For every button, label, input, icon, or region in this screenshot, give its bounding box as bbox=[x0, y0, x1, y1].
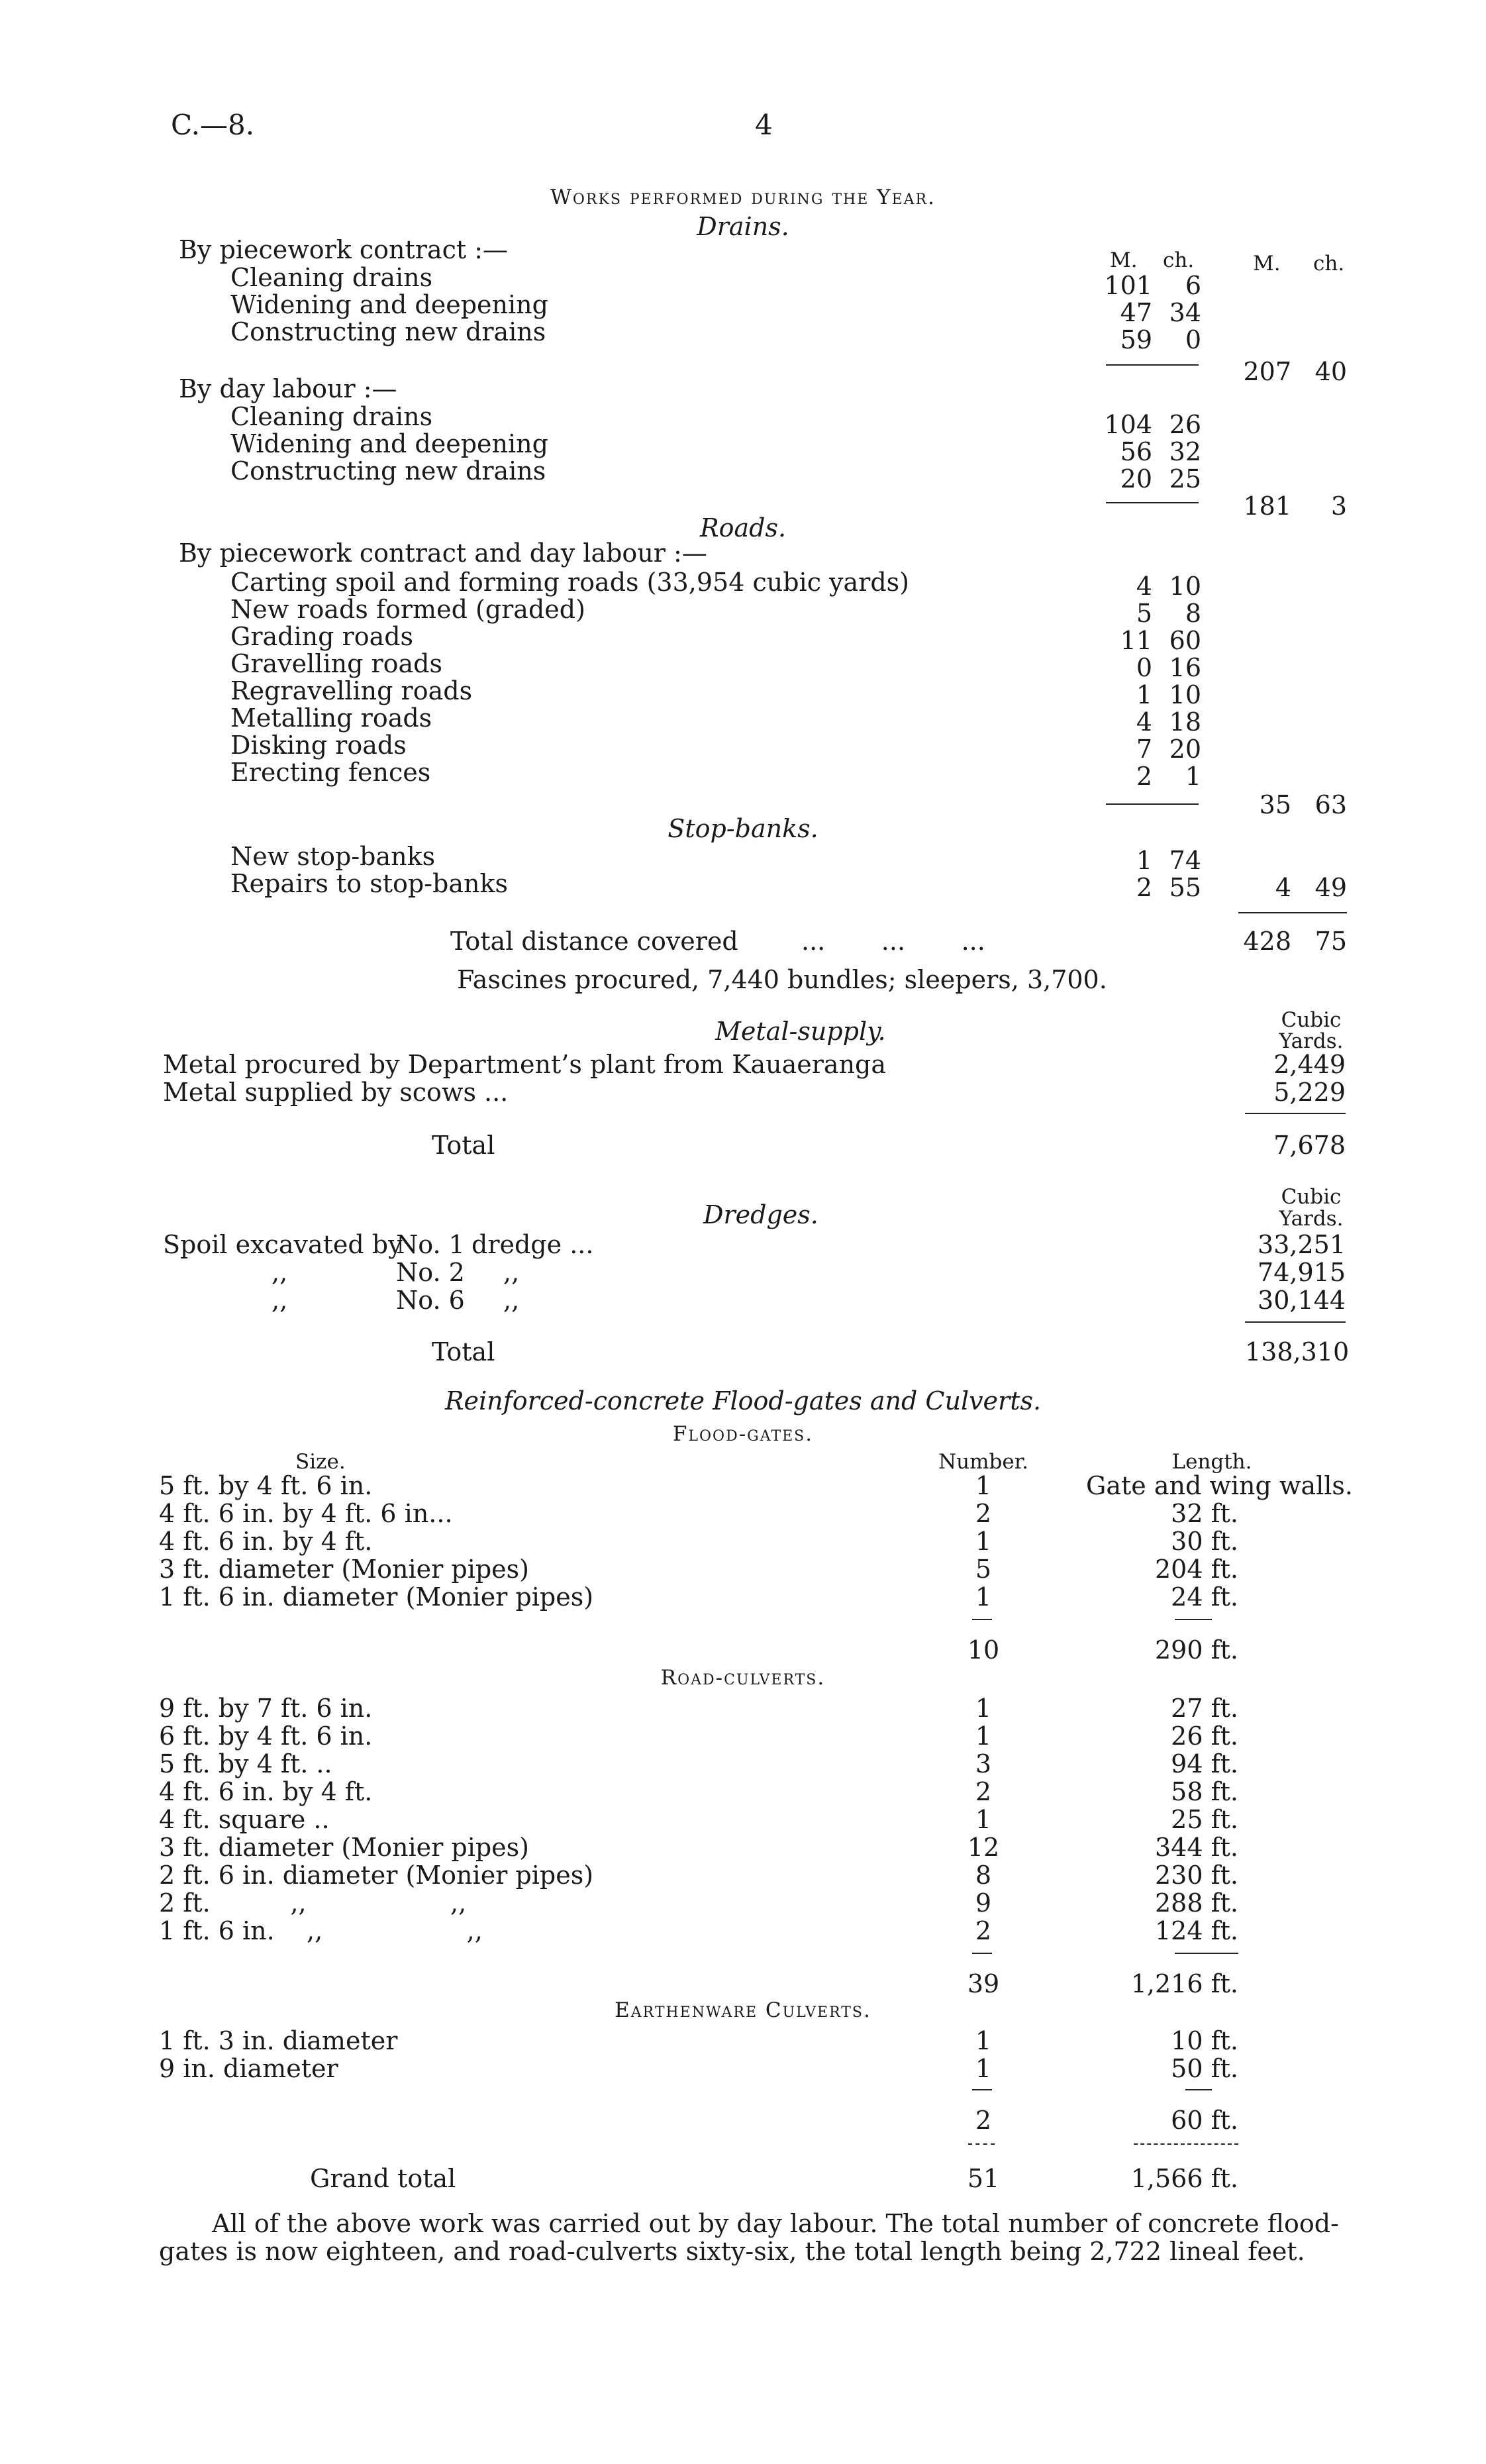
table-row-number: 2 bbox=[975, 1916, 992, 1945]
road-culverts-total-length: 1,216 ft. bbox=[1130, 1969, 1238, 1998]
table-row-number: 3 bbox=[975, 1749, 992, 1778]
table-row-number: 1 bbox=[975, 1527, 992, 1556]
floodgates-total-number: 10 bbox=[967, 1635, 1000, 1665]
dredge-row-value: 30,144 bbox=[1258, 1286, 1346, 1315]
table-row-length: 230 ft. bbox=[1154, 1861, 1238, 1890]
road-culverts-heading: Road-culverts. bbox=[660, 1666, 826, 1690]
table-row-label: Cleaning drains bbox=[230, 263, 433, 292]
table-row-size: 3 ft. diameter (Monier pipes) bbox=[159, 1833, 529, 1862]
table-row-length: 26 ft. bbox=[1171, 1721, 1238, 1751]
metal-total: 7,678 bbox=[1273, 1131, 1346, 1160]
table-row-m: 2 bbox=[1136, 873, 1152, 902]
earthenware-heading: Earthenware Culverts. bbox=[615, 1998, 871, 2022]
table-row-ch: 74 bbox=[1169, 846, 1201, 875]
rule bbox=[1106, 803, 1199, 805]
table-row-number: 1 bbox=[975, 1805, 992, 1834]
roads-heading: Roads. bbox=[699, 513, 787, 542]
rule bbox=[1175, 1953, 1238, 1954]
rule bbox=[972, 1953, 992, 1954]
table-row-m: 11 bbox=[1120, 626, 1152, 655]
table-row-label: Constructing new drains bbox=[230, 317, 546, 346]
drains-heading: Drains. bbox=[697, 212, 789, 241]
page-number: 4 bbox=[755, 109, 773, 141]
table-row-ch: 16 bbox=[1169, 653, 1201, 682]
table-row-number: 12 bbox=[967, 1833, 1000, 1862]
roads-label: By piecework contract and day labour :— bbox=[179, 539, 707, 568]
rule bbox=[1245, 1113, 1346, 1114]
table-row-number: 1 bbox=[975, 1721, 992, 1751]
table-row-ch: 25 bbox=[1169, 464, 1201, 493]
floodgates-heading: Flood-gates. bbox=[672, 1422, 814, 1446]
table-row-size: 1 ft. 3 in. diameter bbox=[159, 2026, 398, 2055]
dredge-row-prefix: ,, bbox=[272, 1286, 288, 1315]
grand-total-label: Grand total bbox=[310, 2164, 456, 2193]
rule bbox=[1175, 1619, 1212, 1620]
table-row-size: 4 ft. 6 in. by 4 ft. 6 in... bbox=[159, 1499, 453, 1528]
table-row-size: 9 ft. by 7 ft. 6 in. bbox=[159, 1694, 373, 1723]
fascines-line: Fascines procured, 7,440 bundles; sleepers, 3,700. bbox=[457, 965, 1107, 994]
dredge-row-value: 33,251 bbox=[1258, 1230, 1346, 1259]
rule bbox=[1245, 1321, 1346, 1323]
table-row-m: 4 bbox=[1136, 707, 1152, 737]
table-row-label: Regravelling roads bbox=[230, 676, 473, 705]
table-row-ch: 6 bbox=[1185, 271, 1201, 300]
table-row-m: 101 bbox=[1104, 271, 1152, 300]
table-row-length: 204 ft. bbox=[1154, 1555, 1238, 1584]
table-row-label: Widening and deepening bbox=[230, 290, 548, 319]
table-row-label: Metal procured by Department’s plant from Kauaeranga bbox=[163, 1050, 887, 1079]
drains-col-m: M. bbox=[1110, 248, 1138, 272]
roads-total-m: 35 bbox=[1259, 790, 1291, 819]
floodgates-total-length: 290 ft. bbox=[1154, 1635, 1238, 1665]
dredges-total: 138,310 bbox=[1245, 1337, 1350, 1366]
dredge-row-suffix: ,, bbox=[503, 1286, 520, 1315]
table-row-ch: 26 bbox=[1169, 410, 1201, 439]
table-row-label: Metalling roads bbox=[230, 703, 432, 733]
table-row-label: Widening and deepening bbox=[230, 429, 548, 458]
rule bbox=[972, 2089, 992, 2090]
table-row-value: 2,449 bbox=[1273, 1050, 1346, 1079]
col-length-header: Length. bbox=[1171, 1450, 1252, 1474]
table-row-size: 2 ft. ,, ,, bbox=[159, 1888, 467, 1918]
table-row-number: 1 bbox=[975, 1582, 992, 1612]
stopbanks-total-ch: 49 bbox=[1314, 873, 1347, 902]
dot-leader: ... ... ... bbox=[801, 927, 985, 956]
piecework-total-ch: 40 bbox=[1314, 357, 1347, 386]
document-reference: C.—8. bbox=[171, 109, 255, 141]
day-labour-total-ch: 3 bbox=[1330, 491, 1347, 521]
roads-total-ch: 63 bbox=[1314, 790, 1347, 819]
table-row-number: 2 bbox=[975, 1777, 992, 1806]
table-row-length: 50 ft. bbox=[1171, 2054, 1238, 2083]
section-title: Works performed during the Year. bbox=[550, 185, 936, 209]
piecework-total-m: 207 bbox=[1243, 357, 1291, 386]
dredges-unit-line2: Yards. bbox=[1279, 1207, 1344, 1231]
dredge-row-number: No. 2 bbox=[396, 1258, 465, 1287]
table-row-ch: 34 bbox=[1169, 298, 1201, 327]
dredge-row-value: 74,915 bbox=[1258, 1258, 1346, 1287]
table-row-m: 5 bbox=[1136, 599, 1152, 628]
dredges-unit-line1: Cubic bbox=[1281, 1185, 1342, 1209]
closing-line-1: All of the above work was carried out by day labour. The total number of concrete flood- bbox=[212, 2209, 1339, 2238]
concrete-heading: Reinforced-concrete Flood-gates and Culverts. bbox=[444, 1386, 1042, 1415]
dredge-row-suffix: ,, bbox=[503, 1258, 520, 1287]
table-row-m: 2 bbox=[1136, 762, 1152, 791]
table-row-length: 10 ft. bbox=[1171, 2026, 1238, 2055]
rule bbox=[1238, 912, 1347, 913]
table-row-ch: 8 bbox=[1185, 599, 1201, 628]
table-row-number: 8 bbox=[975, 1861, 992, 1890]
table-row-label: Grading roads bbox=[230, 622, 414, 651]
table-row-length: 30 ft. bbox=[1171, 1527, 1238, 1556]
road-culverts-total-number: 39 bbox=[967, 1969, 1000, 1998]
table-row-size: 1 ft. 6 in. ,, ,, bbox=[159, 1916, 483, 1945]
table-row-size: 4 ft. square .. bbox=[159, 1805, 330, 1834]
earthenware-total-number: 2 bbox=[975, 2106, 992, 2135]
grand-total-length: 1,566 ft. bbox=[1130, 2164, 1238, 2193]
table-row-length: 32 ft. bbox=[1171, 1499, 1238, 1528]
metal-unit-line1: Cubic bbox=[1281, 1008, 1342, 1032]
table-row-label: Disking roads bbox=[230, 731, 407, 760]
table-row-size: 6 ft. by 4 ft. 6 in. bbox=[159, 1721, 373, 1751]
table-row-label: Repairs to stop-banks bbox=[230, 869, 509, 898]
stopbanks-heading: Stop-banks. bbox=[668, 814, 818, 843]
metal-heading: Metal-supply. bbox=[715, 1017, 886, 1046]
table-row-length: 25 ft. bbox=[1171, 1805, 1238, 1834]
table-row-number: 5 bbox=[975, 1555, 992, 1584]
table-row-m: 7 bbox=[1136, 735, 1152, 764]
table-row-label: Constructing new drains bbox=[230, 456, 546, 486]
day-labour-label: By day labour :— bbox=[179, 374, 397, 403]
table-row-m: 1 bbox=[1136, 846, 1152, 875]
col-number-header: Number. bbox=[938, 1450, 1028, 1474]
table-row-number: 9 bbox=[975, 1888, 992, 1918]
table-row-ch: 55 bbox=[1169, 873, 1201, 902]
drains-col-ch2: ch. bbox=[1313, 252, 1345, 276]
rule bbox=[1134, 2143, 1238, 2145]
table-row-size: 5 ft. by 4 ft. 6 in. bbox=[159, 1471, 373, 1500]
drains-col-ch: ch. bbox=[1163, 248, 1195, 272]
rule bbox=[1185, 2089, 1212, 2090]
table-row-number: 2 bbox=[975, 1499, 992, 1528]
table-row-size: 9 in. diameter bbox=[159, 2054, 338, 2083]
table-row-number: 1 bbox=[975, 1694, 992, 1723]
table-row-ch: 10 bbox=[1169, 572, 1201, 601]
stopbanks-total-m: 4 bbox=[1275, 873, 1291, 902]
table-row-m: 47 bbox=[1120, 298, 1152, 327]
table-row-label: Metal supplied by scows ... bbox=[163, 1078, 509, 1107]
table-row-ch: 18 bbox=[1169, 707, 1201, 737]
table-row-length: 24 ft. bbox=[1171, 1582, 1238, 1612]
table-row-length: 288 ft. bbox=[1154, 1888, 1238, 1918]
rule bbox=[972, 1619, 992, 1620]
dredge-row-number: No. 6 bbox=[396, 1286, 465, 1315]
rule bbox=[1106, 502, 1199, 503]
table-row-label: New stop-banks bbox=[230, 842, 436, 871]
table-row-ch: 0 bbox=[1185, 325, 1201, 354]
table-row-label: Cleaning drains bbox=[230, 402, 433, 431]
total-distance-label: Total distance covered bbox=[450, 927, 738, 956]
table-row-length: Gate and wing walls. bbox=[1086, 1471, 1354, 1500]
table-row-label: New roads formed (graded) bbox=[230, 595, 585, 624]
table-row-ch: 32 bbox=[1169, 437, 1201, 466]
piecework-label: By piecework contract :— bbox=[179, 235, 509, 264]
day-labour-total-m: 181 bbox=[1243, 491, 1291, 521]
table-row-m: 0 bbox=[1136, 653, 1152, 682]
table-row-number: 1 bbox=[975, 2054, 992, 2083]
metal-unit-line2: Yards. bbox=[1279, 1029, 1344, 1053]
table-row-size: 4 ft. 6 in. by 4 ft. bbox=[159, 1527, 373, 1556]
dredges-total-label: Total bbox=[432, 1337, 495, 1366]
table-row-size: 4 ft. 6 in. by 4 ft. bbox=[159, 1777, 373, 1806]
table-row-label: Gravelling roads bbox=[230, 649, 442, 678]
table-row-m: 20 bbox=[1120, 464, 1152, 493]
table-row-label: Carting spoil and forming roads (33,954 cubic yards) bbox=[230, 568, 909, 597]
table-row-length: 124 ft. bbox=[1154, 1916, 1238, 1945]
dredges-heading: Dredges. bbox=[703, 1200, 818, 1229]
table-row-ch: 1 bbox=[1185, 762, 1201, 791]
dredge-row-prefix: Spoil excavated by bbox=[163, 1230, 403, 1259]
col-size-header: Size. bbox=[295, 1450, 346, 1474]
total-distance-ch: 75 bbox=[1314, 927, 1347, 956]
table-row-ch: 60 bbox=[1169, 626, 1201, 655]
table-row-m: 4 bbox=[1136, 572, 1152, 601]
earthenware-total-length: 60 ft. bbox=[1171, 2106, 1238, 2135]
table-row-size: 1 ft. 6 in. diameter (Monier pipes) bbox=[159, 1582, 594, 1612]
table-row-ch: 20 bbox=[1169, 735, 1201, 764]
drains-col-m2: M. bbox=[1253, 252, 1281, 276]
table-row-size: 5 ft. by 4 ft. .. bbox=[159, 1749, 332, 1778]
table-row-m: 1 bbox=[1136, 680, 1152, 709]
table-row-number: 1 bbox=[975, 1471, 992, 1500]
dredge-row-number: No. 1 bbox=[396, 1230, 465, 1259]
table-row-size: 2 ft. 6 in. diameter (Monier pipes) bbox=[159, 1861, 594, 1890]
table-row-number: 1 bbox=[975, 2026, 992, 2055]
table-row-length: 344 ft. bbox=[1154, 1833, 1238, 1862]
table-row-m: 56 bbox=[1120, 437, 1152, 466]
rule bbox=[968, 2143, 995, 2145]
metal-total-label: Total bbox=[432, 1131, 495, 1160]
rule bbox=[1106, 364, 1199, 366]
closing-line-2: gates is now eighteen, and road-culverts sixty-six, the total length being 2,722 lineal feet. bbox=[159, 2237, 1305, 2266]
table-row-ch: 10 bbox=[1169, 680, 1201, 709]
table-row-length: 27 ft. bbox=[1171, 1694, 1238, 1723]
grand-total-number: 51 bbox=[967, 2164, 1000, 2193]
dredge-row-suffix: dredge ... bbox=[471, 1230, 594, 1259]
table-row-label: Erecting fences bbox=[230, 758, 431, 787]
table-row-length: 58 ft. bbox=[1171, 1777, 1238, 1806]
table-row-m: 59 bbox=[1120, 325, 1152, 354]
table-row-m: 104 bbox=[1104, 410, 1152, 439]
table-row-length: 94 ft. bbox=[1171, 1749, 1238, 1778]
table-row-value: 5,229 bbox=[1273, 1078, 1346, 1107]
dredge-row-prefix: ,, bbox=[272, 1258, 288, 1287]
table-row-size: 3 ft. diameter (Monier pipes) bbox=[159, 1555, 529, 1584]
total-distance-m: 428 bbox=[1243, 927, 1291, 956]
